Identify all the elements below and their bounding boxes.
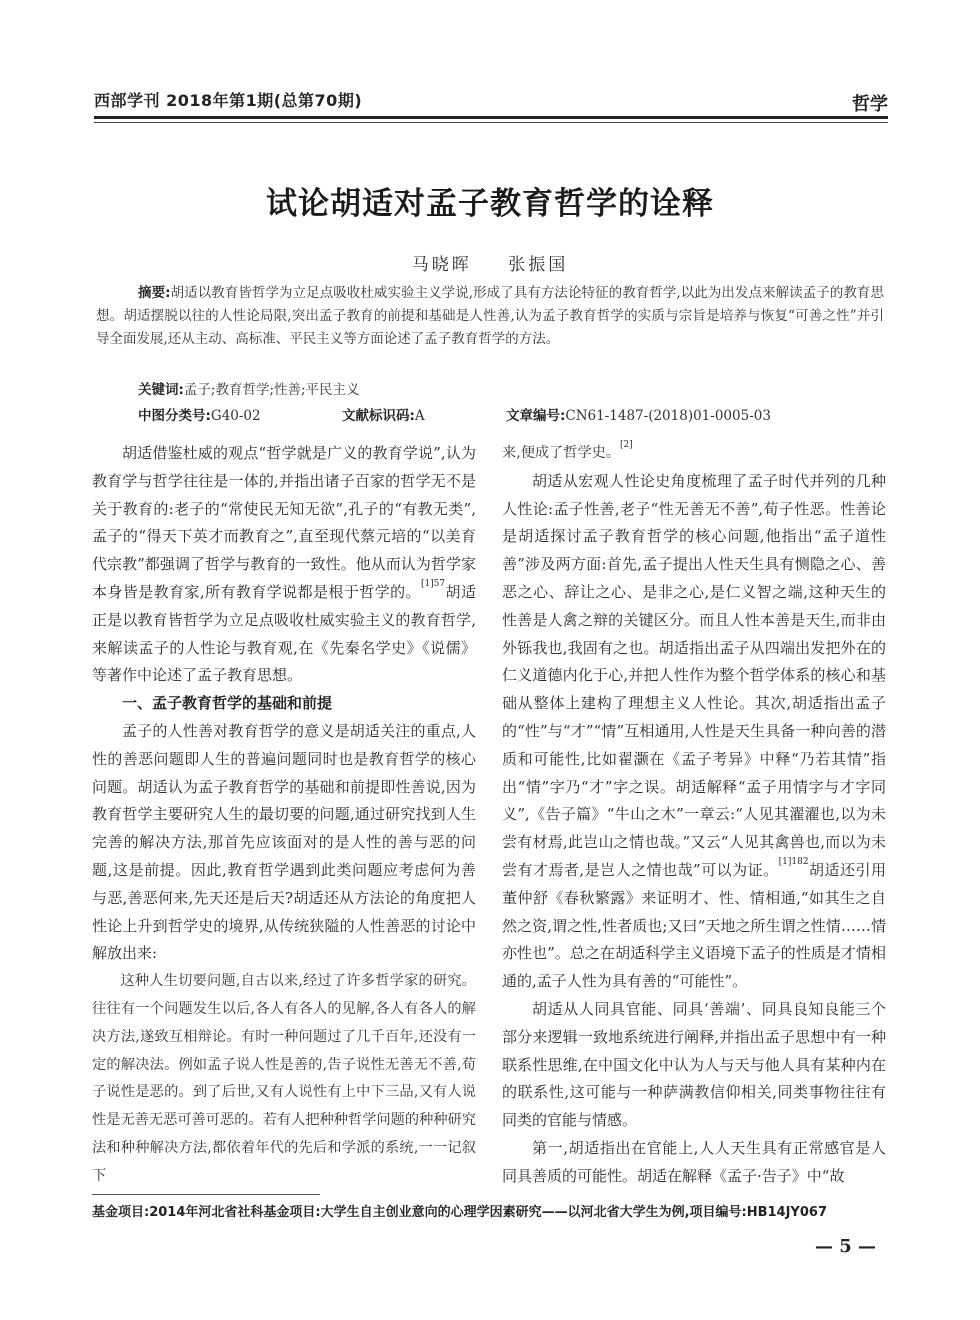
- author-2: 张振国: [508, 255, 569, 275]
- abstract-text-rest: 点来解读孟子的教育思想。胡适摆脱以往的人性论局限,突出孟子教育的前提和基础是人性善,认为孟子教育哲学的实质与宗旨是培养与恢复“可善之性”并引导全面发展,还从主动、高标准、平民主义等方面论述了孟子教育哲学的方法。: [96, 285, 884, 348]
- citation-ref: [1]182: [778, 856, 809, 867]
- page-number: — 5 —: [814, 1236, 876, 1257]
- paragraph: 胡适借鉴杜威的观点“哲学就是广义的教育学说”,认为教育学与哲学往往是一体的,并指出诸子百家的哲学无不是关于教育的:老子的“常使民无知无欲”,孔子的“有教无类”,孟子的“得天下英才而教育之”,直至现代蔡元培的“以美育代宗教”都强调了哲学与教育的一致性。他从而认为哲学家本身皆是教育家,所有教育学说都是根于哲学的。$^{[1]57}$胡适正是以教育皆哲学为立足点吸收杜威实验主义的教育哲学,来解读孟子的人性论与教育观,在《先秦名学史》《说儒》等著作中论述了孟子教育思想。: [92, 444, 476, 685]
- funding-footnote: 基金项目:2014年河北省社科基金项目:大学生自主创业意向的心理学因素研究——以河北省大学生为例,项目编号:HB14JY067: [92, 1205, 827, 1220]
- paragraph: 孟子的人性善对教育哲学的意义是胡适关注的重点,人性的善恶问题即人生的普遍问题同时也是教育哲学的核心问题。胡适认为孟子教育哲学的基础和前提即性善说,因为教育哲学主要研究人生的最切要的问题,通过研究找到人生完善的解决方法,那首先应该面对的是人性的善与恶的问题,这是前提。因此,教育哲学遇到此类问题应考虑何为善与恶,善恶何来,先天还是后天?胡适还从方法论的角度把人性论上升到哲学史的境界,从传统狭隘的人性善恶的讨论中解放出来:: [92, 721, 476, 963]
- running-header: [94, 84, 888, 114]
- section-label: 哲学: [852, 94, 888, 115]
- header-rule: [94, 116, 888, 119]
- paragraph: 胡适从宏观人性论史角度梳理了孟子时代并列的几种人性论:孟子性善,老子“性无善无不善”,荀子性恶。性善论是胡适探讨孟子教育哲学的核心问题,他指出“孟子道性善”涉及两方面:首先,孟子提出人性天生具有恻隐之心、善恶之心、辞让之心、是非之心,是仁义智之端,这种天生的性善是人禽之辩的关键区分。而且人性本善是天生,而非由外铄我也,我固有之也。胡适指出孟子从四端出发把外在的仁义道德内化于心,并把人性作为整个哲学体系的核心和基础从整体上建构了理想主义人性论。其次,胡适指出孟子的“性”与“才”“情”互相通用,人性是天生具备一种向善的潜质和可能性,比如翟灏在《孟子考异》中释“乃若其情”指出“情”字乃“才”字之误。胡适解释“孟子用情字与才字同义”,《告子篇》“牛山之木”一章云:“人见其濯濯也,以为未尝有材焉,此岂山之情也哉。”又云“人见其禽兽也,而以为未尝有才焉者,是岂人之情也哉”可以为证。$^{[1]182}$胡适还引用董仲舒《春秋繁露》来证明才、性、情相通,“如其生之自然之资,谓之性,性者质也;又曰“天地之所生谓之性情……情亦性也”。总之在胡适科学主义语境下孟子的性质是才情相通的,孟子人性为具有善的“可能性”。: [502, 471, 886, 991]
- paragraph: 第一,胡适指出在官能上,人人天生具有正常感官是人同具善质的可能性。胡适在解释《孟子·告子》中“故: [502, 1138, 886, 1185]
- keywords: [138, 378, 360, 398]
- block-quote-continued: 来,便成了哲学史。[2]: [502, 440, 633, 461]
- abstract: [96, 282, 884, 352]
- citation-ref: [1]57: [420, 578, 446, 589]
- section-heading: 一、孟子教育哲学的基础和前提: [122, 694, 333, 713]
- header-rule-thin: [94, 122, 888, 123]
- abstract-label: 摘要:: [138, 285, 171, 301]
- keywords-text: 孟子;教育哲学;性善;平民主义: [183, 382, 360, 398]
- citation-ref: [2]: [620, 440, 633, 450]
- article-title: 试论胡适对孟子教育哲学的诠释: [266, 186, 714, 222]
- clc-number: 中图分类号:G40-02: [138, 408, 261, 424]
- article-id: 文章编号:CN61-1487-(2018)01-0005-03: [506, 408, 771, 424]
- authors: [0, 250, 980, 275]
- abstract-text-line1: 胡适以教育皆哲学为立足点吸收杜威实验主义学说,形成了具有方法论特征的教育哲学,以此为出发: [170, 285, 749, 301]
- body-column-right: [502, 440, 886, 1191]
- journal-issue: 西部学刊 2018年第1期(总第70期): [94, 91, 363, 110]
- paragraph: 胡适从人同具官能、同具‘善端’、同具良知良能三个部分来逻辑一致地系统进行阐释,并指出孟子思想中有一种联系性思维,在中国文化中认为人与天与他人具有某种内在的联系性,这可能与一种萨满教信仰相关,同类事物往往有同类的官能与情感。: [502, 999, 886, 1130]
- body-column-left: [92, 440, 476, 1191]
- footnote-rule: [92, 1194, 320, 1195]
- author-1: 马晓晖: [411, 255, 472, 275]
- block-quote: 这种人生切要问题,自古以来,经过了许多哲学家的研究。往往有一个问题发生以后,各人有各人的见解,各人有各人的解决方法,遂致互相辩论。有时一种问题过了几千百年,还没有一定的解决法。例如孟子说人性是善的,告子说性无善无不善,荀子说性是恶的。到了后世,又有人说性有上中下三品,又有人说性是无善无恶可善可恶的。若有人把种种哲学问题的种种研究法和种种解决方法,都依着年代的先后和学派的系统,一一记叙下: [92, 973, 476, 1184]
- keywords-label: 关键词:: [138, 382, 184, 398]
- document-code: 文献标识码:A: [342, 408, 425, 424]
